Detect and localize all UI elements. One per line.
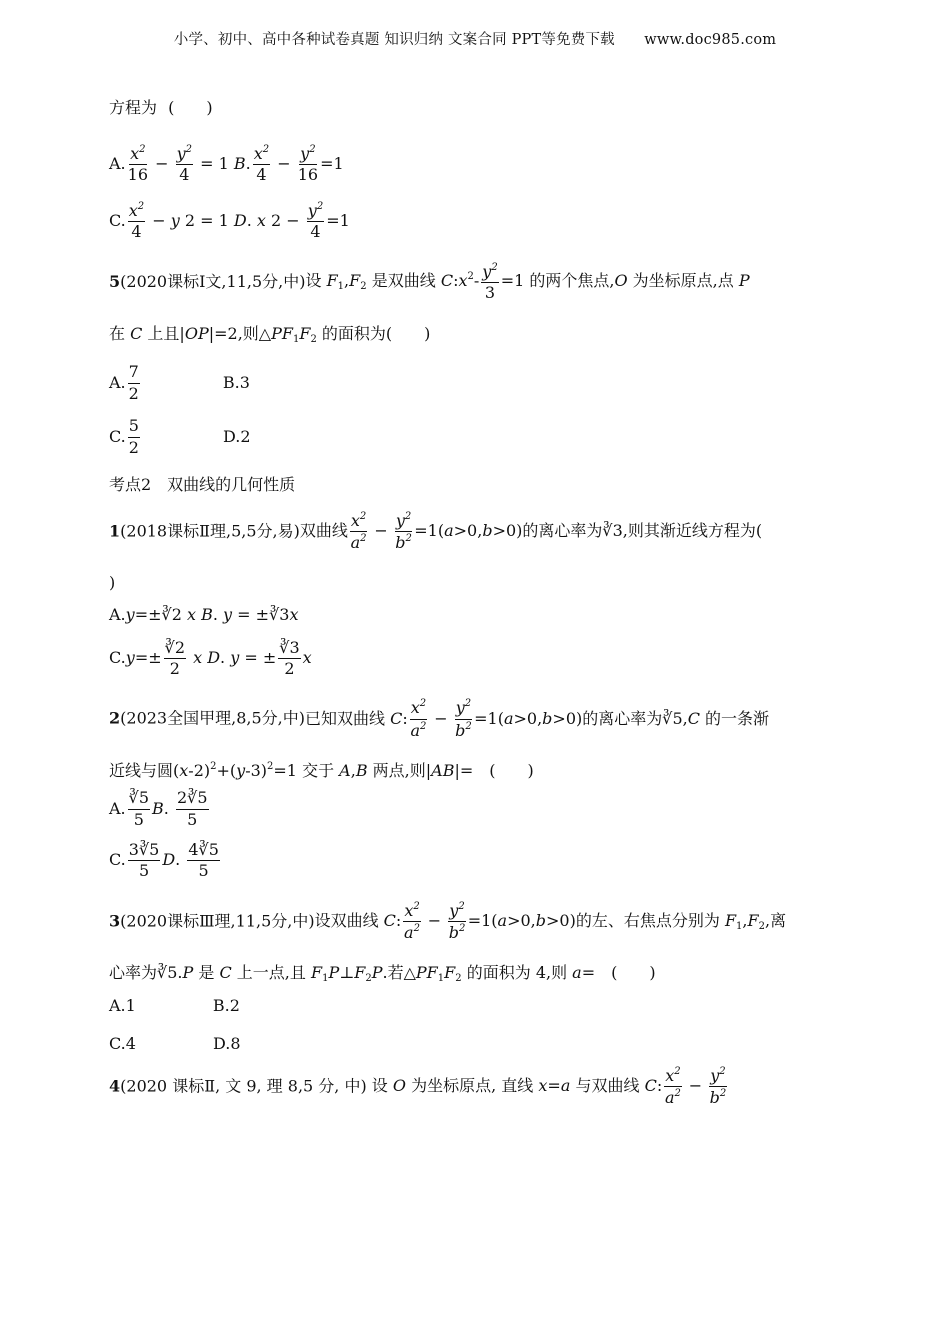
s1-option-a: A.y=±∛2 x B. y = ±∛3x [109, 604, 299, 624]
page-header: 小学、初中、高中各种试卷真题 知识归纳 文案合同 PPT等免费下载 www.doc985.com [173, 32, 777, 48]
s1-option-c: C.y=± $\frac{∛2}{2}$ x D. y = ± $\frac{∛3}{2}$ x [109, 637, 312, 679]
s2-option-c: C. $\frac{3∛5}{5}$ D. $\frac{4∛5}{5}$ [109, 840, 219, 881]
s2-options-ab [109, 789, 844, 829]
s2-line1 [109, 698, 844, 740]
s2-line2 [109, 762, 844, 779]
s1-options-ab [109, 604, 844, 624]
prev-stem-text: 方程为 [109, 98, 158, 117]
s3-line2 [109, 962, 844, 984]
s4-number: 4 [109, 1075, 121, 1095]
s1-options-cd [109, 639, 844, 679]
prev-option-d: x 2 − $\frac{y^2}{4}$ =1 [256, 200, 350, 242]
s3-text: 设双曲线 C: $\frac{x^2}{a^2}$ − $\frac{y^2}{b^2}$ =1(a>0,b>0)的左、右焦点分别为 $F_1,F_2$,离 [314, 900, 787, 943]
s3-source: (2020课标Ⅲ理,11,5分,中) [120, 911, 315, 931]
s1-source: (2018课标Ⅱ理,5,5分,易) [120, 521, 300, 541]
s3-text2: 心率为∛5.P 是 C 上一点,且 $F_1P\perp F_2P$.若$\triangle PF_1F_2$ 的面积为 4,则 a= ( ) [109, 962, 656, 984]
prev-stem [109, 100, 844, 116]
section-heading: 考点2 双曲线的几何性质 [109, 474, 296, 494]
prev-option-c: C. $\frac{x^2}{4}$ − y 2 = 1 D. [109, 200, 252, 242]
q5-option-c: C. $\frac{5}{2}$ [109, 416, 139, 457]
q5-option-b: B.3 [222, 372, 250, 392]
q5-number: 5 [109, 271, 121, 291]
q5-options-cd [109, 417, 844, 457]
s3-option-a: A.1 [109, 995, 136, 1015]
s2-source: (2023全国甲理,8,5分,中) [120, 708, 305, 728]
q5-options-ab [109, 363, 844, 403]
prev-options-cd [109, 201, 844, 242]
s4-source: (2020 课标Ⅱ, 文 9, 理 8,5 分, 中) [120, 1075, 367, 1095]
q5-text: 设 $F_1,F_2$ 是双曲线 $C:x^2-$ $\frac{y^2}{3}$ =1 的两个焦点,O 为坐标原点,点 P [305, 261, 750, 302]
s2-text: 已知双曲线 C: $\frac{x^2}{a^2}$ − $\frac{y^2}{b^2}$ =1(a>0,b>0)的离心率为∛5,C 的一条渐 [304, 698, 770, 740]
s1-text: 双曲线 $\frac{x^2}{a^2}$ − $\frac{y^2}{b^2}$ =1(a>0,b>0)的离心率为∛3,则其渐近线方程为( [299, 510, 763, 553]
s2-options-cd [109, 841, 844, 881]
s1-number: 1 [109, 521, 121, 541]
q5-source: (2020课标Ⅰ文,11,5分,中) [120, 271, 306, 291]
s3-options-cd [109, 1033, 844, 1053]
s2-number: 2 [109, 708, 121, 728]
s2-text2: 近线与圆$(x-2)^2+(y-3)^2=1$ 交于 A,B 两点,则|AB|= ( ) [109, 761, 534, 781]
s1-line2: ) [109, 572, 116, 592]
s3-line1 [109, 901, 844, 943]
s3-option-c: C.4 [109, 1033, 136, 1053]
prev-options-ab [109, 144, 844, 185]
prev-stem-blank: ( ) [168, 98, 213, 117]
prev-option-b: B. $\frac{x^2}{4}$ − $\frac{y^2}{16}$ =1 [233, 144, 344, 185]
document-body [109, 98, 844, 1107]
s3-options-ab [109, 995, 844, 1015]
s4-line1 [109, 1066, 844, 1108]
s2-option-a: A. $\frac{∛5}{5}$ B. $\frac{2∛5}{5}$ [109, 788, 208, 829]
s1-line1 [109, 511, 844, 553]
q5-text2: 在 C 上且|OP|=2,则$\triangle PF_1F_2$ 的面积为( ) [109, 324, 431, 346]
prev-option-a: A. $\frac{x^2}{16}$ − $\frac{y^2}{4}$ = 1 [109, 144, 229, 185]
q5-option-d: D.2 [223, 426, 251, 446]
s3-number: 3 [109, 911, 121, 931]
q5-line1 [109, 262, 844, 303]
s4-text: 设 O 为坐标原点, 直线 x=a 与双曲线 C: $\frac{x^2}{a^2}$ − $\frac{y^2}{b^2}$ [366, 1065, 727, 1107]
s3-option-b: B.2 [212, 995, 240, 1015]
q5-line2 [109, 326, 844, 345]
s3-option-d: D.8 [213, 1033, 241, 1053]
q5-option-a: A. $\frac{7}{2}$ [109, 362, 139, 403]
